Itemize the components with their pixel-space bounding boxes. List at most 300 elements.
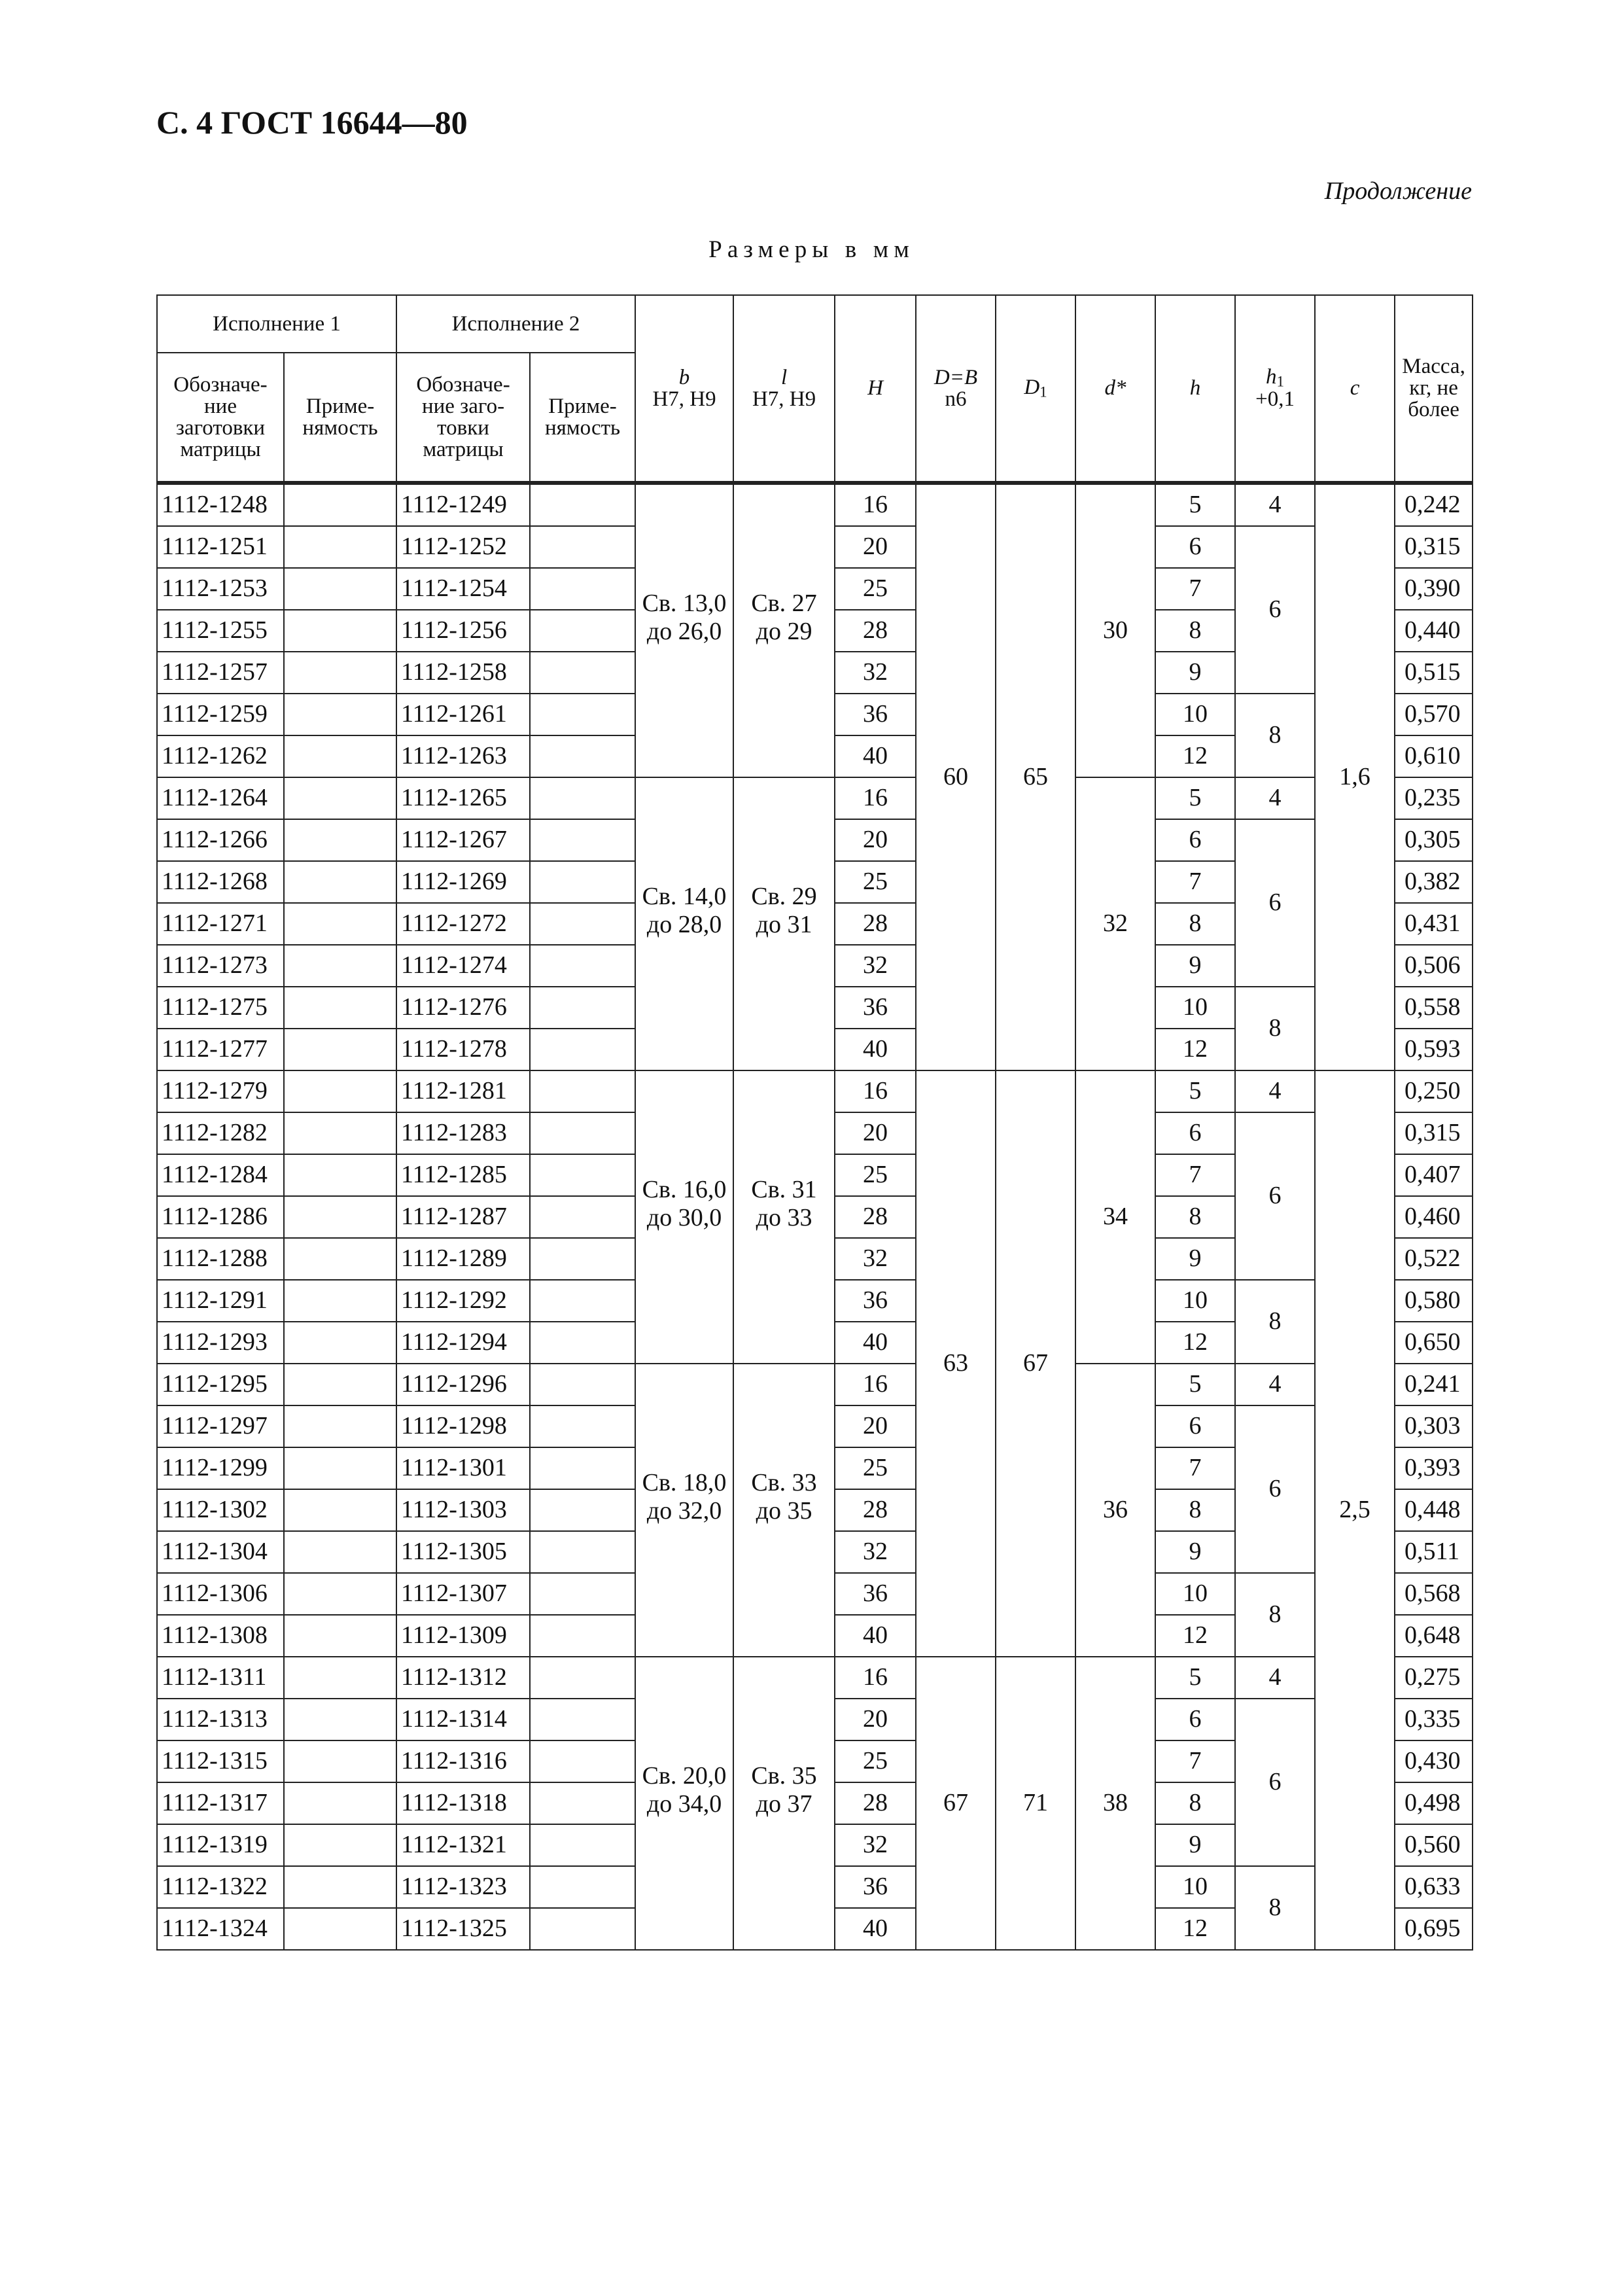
cell-use-2 (530, 1615, 635, 1657)
cell-H: 16 (835, 483, 916, 526)
cell-use-1 (284, 1657, 396, 1699)
cell-code-2: 1112-1283 (396, 1112, 530, 1154)
cell-mass: 0,382 (1395, 861, 1473, 903)
cell-use-2 (530, 1154, 635, 1196)
cell-use-1 (284, 1531, 396, 1573)
cell-H: 40 (835, 1615, 916, 1657)
cell-code-2: 1112-1269 (396, 861, 530, 903)
cell-use-1 (284, 987, 396, 1029)
cell-code-1: 1112-1255 (157, 610, 284, 652)
cell-code-2: 1112-1307 (396, 1573, 530, 1615)
cell-code-1: 1112-1257 (157, 652, 284, 694)
cell-use-1 (284, 819, 396, 861)
cell-use-1 (284, 1866, 396, 1908)
cell-mass: 0,460 (1395, 1196, 1473, 1238)
cell-use-2 (530, 1112, 635, 1154)
cell-use-1 (284, 1573, 396, 1615)
cell-h: 10 (1155, 987, 1235, 1029)
header-version-2: Исполнение 2 (396, 295, 635, 353)
cell-use-1 (284, 1447, 396, 1489)
cell-mass: 0,440 (1395, 610, 1473, 652)
cell-mass: 0,242 (1395, 483, 1473, 526)
cell-code-2: 1112-1292 (396, 1280, 530, 1322)
cell-use-1 (284, 694, 396, 735)
cell-b-range: Св. 18,0 до 32,0 (635, 1364, 733, 1657)
cell-H: 32 (835, 1531, 916, 1573)
cell-h: 5 (1155, 1070, 1235, 1112)
cell-code-1: 1112-1304 (157, 1531, 284, 1573)
cell-code-2: 1112-1267 (396, 819, 530, 861)
cell-use-1 (284, 483, 396, 526)
cell-code-2: 1112-1258 (396, 652, 530, 694)
cell-use-1 (284, 1196, 396, 1238)
cell-code-2: 1112-1296 (396, 1364, 530, 1405)
cell-code-1: 1112-1313 (157, 1699, 284, 1740)
cell-use-2 (530, 1824, 635, 1866)
header-h: h (1155, 295, 1235, 483)
cell-h: 12 (1155, 1615, 1235, 1657)
header-mass: Масса, кг, не более (1395, 295, 1473, 483)
cell-code-2: 1112-1272 (396, 903, 530, 945)
cell-l-range: Св. 35 до 37 (733, 1657, 835, 1950)
cell-code-2: 1112-1285 (396, 1154, 530, 1196)
table-body (157, 483, 1473, 1950)
cell-use-2 (530, 1280, 635, 1322)
cell-use-2 (530, 1782, 635, 1824)
cell-code-2: 1112-1287 (396, 1196, 530, 1238)
cell-use-2 (530, 1489, 635, 1531)
cell-c: 1,6 (1315, 483, 1395, 1070)
cell-use-1 (284, 1238, 396, 1280)
cell-code-2: 1112-1318 (396, 1782, 530, 1824)
cell-mass: 0,515 (1395, 652, 1473, 694)
cell-code-2: 1112-1314 (396, 1699, 530, 1740)
cell-h: 6 (1155, 1699, 1235, 1740)
cell-h1: 8 (1235, 1866, 1315, 1950)
cell-use-2 (530, 1740, 635, 1782)
cell-mass: 0,250 (1395, 1070, 1473, 1112)
cell-l-range: Св. 31 до 33 (733, 1070, 835, 1364)
cell-H: 32 (835, 945, 916, 987)
cell-use-2 (530, 1364, 635, 1405)
cell-b-range: Св. 13,0 до 26,0 (635, 483, 733, 777)
cell-H: 32 (835, 1824, 916, 1866)
cell-code-1: 1112-1275 (157, 987, 284, 1029)
cell-use-1 (284, 903, 396, 945)
cell-d: 34 (1075, 1070, 1155, 1364)
cell-use-2 (530, 483, 635, 526)
cell-use-2 (530, 777, 635, 819)
cell-use-2 (530, 945, 635, 987)
cell-mass: 0,506 (1395, 945, 1473, 987)
cell-DB: 67 (916, 1657, 996, 1950)
cell-code-1: 1112-1291 (157, 1280, 284, 1322)
cell-code-2: 1112-1294 (396, 1322, 530, 1364)
cell-H: 16 (835, 1657, 916, 1699)
cell-H: 25 (835, 861, 916, 903)
cell-use-1 (284, 610, 396, 652)
cell-use-2 (530, 1447, 635, 1489)
cell-H: 28 (835, 1782, 916, 1824)
cell-mass: 0,315 (1395, 526, 1473, 568)
cell-D1: 67 (996, 1070, 1075, 1657)
cell-h1: 6 (1235, 1112, 1315, 1280)
cell-code-1: 1112-1324 (157, 1908, 284, 1950)
cell-h: 8 (1155, 1489, 1235, 1531)
cell-H: 36 (835, 694, 916, 735)
cell-l-range: Св. 27 до 29 (733, 483, 835, 777)
cell-mass: 0,431 (1395, 903, 1473, 945)
cell-mass: 0,241 (1395, 1364, 1473, 1405)
cell-mass: 0,695 (1395, 1908, 1473, 1950)
cell-use-1 (284, 1112, 396, 1154)
cell-h1: 4 (1235, 1364, 1315, 1405)
cell-h: 6 (1155, 526, 1235, 568)
table-row (157, 1364, 1473, 1405)
continuation-label: Продолжение (1324, 177, 1472, 205)
cell-use-2 (530, 1405, 635, 1447)
header-version-1: Исполнение 1 (157, 295, 396, 353)
cell-h: 10 (1155, 1280, 1235, 1322)
cell-use-2 (530, 1070, 635, 1112)
cell-H: 25 (835, 1740, 916, 1782)
cell-h1: 6 (1235, 1405, 1315, 1573)
table-row (157, 777, 1473, 819)
cell-h: 8 (1155, 1782, 1235, 1824)
cell-code-1: 1112-1248 (157, 483, 284, 526)
cell-h: 10 (1155, 1866, 1235, 1908)
cell-H: 25 (835, 1447, 916, 1489)
cell-h: 7 (1155, 568, 1235, 610)
cell-mass: 0,407 (1395, 1154, 1473, 1196)
cell-h1: 4 (1235, 1070, 1315, 1112)
cell-h1: 8 (1235, 694, 1315, 777)
cell-mass: 0,303 (1395, 1405, 1473, 1447)
cell-H: 16 (835, 1070, 916, 1112)
cell-mass: 0,275 (1395, 1657, 1473, 1699)
cell-H: 40 (835, 735, 916, 777)
cell-use-1 (284, 1824, 396, 1866)
cell-code-2: 1112-1252 (396, 526, 530, 568)
cell-H: 20 (835, 1699, 916, 1740)
cell-use-1 (284, 1740, 396, 1782)
cell-use-2 (530, 1908, 635, 1950)
cell-h1: 8 (1235, 1280, 1315, 1364)
cell-H: 20 (835, 1405, 916, 1447)
cell-h: 12 (1155, 1908, 1235, 1950)
cell-mass: 0,633 (1395, 1866, 1473, 1908)
cell-code-2: 1112-1263 (396, 735, 530, 777)
cell-code-1: 1112-1297 (157, 1405, 284, 1447)
table-row (157, 1070, 1473, 1112)
header-D1: $D_1$ (996, 295, 1075, 483)
cell-code-2: 1112-1298 (396, 1405, 530, 1447)
cell-use-2 (530, 1699, 635, 1740)
cell-use-1 (284, 1405, 396, 1447)
header-g1-code: Обозначе- ние заготовки матрицы (157, 353, 284, 483)
cell-code-1: 1112-1279 (157, 1070, 284, 1112)
header-DB: D=B n6 (916, 295, 996, 483)
cell-b-range: Св. 16,0 до 30,0 (635, 1070, 733, 1364)
cell-code-1: 1112-1266 (157, 819, 284, 861)
dimensions-table (156, 294, 1473, 1951)
cell-h: 6 (1155, 1405, 1235, 1447)
cell-code-1: 1112-1302 (157, 1489, 284, 1531)
header-g1-use: Приме- нямость (284, 353, 396, 483)
cell-code-2: 1112-1265 (396, 777, 530, 819)
cell-mass: 0,430 (1395, 1740, 1473, 1782)
cell-H: 20 (835, 1112, 916, 1154)
cell-use-2 (530, 1029, 635, 1070)
cell-H: 40 (835, 1029, 916, 1070)
cell-mass: 0,335 (1395, 1699, 1473, 1740)
cell-code-1: 1112-1273 (157, 945, 284, 987)
cell-code-2: 1112-1309 (396, 1615, 530, 1657)
cell-use-2 (530, 1196, 635, 1238)
cell-h: 9 (1155, 945, 1235, 987)
cell-use-1 (284, 861, 396, 903)
cell-h: 9 (1155, 652, 1235, 694)
cell-h: 5 (1155, 1657, 1235, 1699)
cell-H: 25 (835, 1154, 916, 1196)
header-H: H (835, 295, 916, 483)
cell-code-2: 1112-1312 (396, 1657, 530, 1699)
cell-h1: 6 (1235, 819, 1315, 987)
cell-h: 5 (1155, 777, 1235, 819)
cell-H: 28 (835, 1489, 916, 1531)
cell-mass: 0,235 (1395, 777, 1473, 819)
cell-code-2: 1112-1301 (396, 1447, 530, 1489)
cell-h: 12 (1155, 1322, 1235, 1364)
cell-use-1 (284, 1070, 396, 1112)
cell-H: 36 (835, 987, 916, 1029)
cell-use-1 (284, 1489, 396, 1531)
cell-h1: 4 (1235, 777, 1315, 819)
cell-use-1 (284, 1154, 396, 1196)
cell-code-2: 1112-1254 (396, 568, 530, 610)
cell-H: 40 (835, 1908, 916, 1950)
cell-H: 25 (835, 568, 916, 610)
cell-mass: 0,570 (1395, 694, 1473, 735)
cell-l-range: Св. 29 до 31 (733, 777, 835, 1070)
cell-h: 9 (1155, 1531, 1235, 1573)
header-l: l H7, H9 (733, 295, 835, 483)
cell-h: 5 (1155, 483, 1235, 526)
cell-code-2: 1112-1325 (396, 1908, 530, 1950)
cell-d: 36 (1075, 1364, 1155, 1657)
cell-use-1 (284, 735, 396, 777)
header-g2-code: Обозначе- ние заго- товки матрицы (396, 353, 530, 483)
cell-code-1: 1112-1311 (157, 1657, 284, 1699)
cell-use-2 (530, 610, 635, 652)
cell-mass: 0,568 (1395, 1573, 1473, 1615)
cell-h1: 4 (1235, 1657, 1315, 1699)
cell-code-1: 1112-1259 (157, 694, 284, 735)
cell-code-1: 1112-1271 (157, 903, 284, 945)
cell-h: 5 (1155, 1364, 1235, 1405)
cell-mass: 0,650 (1395, 1322, 1473, 1364)
cell-use-2 (530, 1238, 635, 1280)
cell-use-2 (530, 987, 635, 1029)
header-g2-use: Приме- нямость (530, 353, 635, 483)
cell-code-2: 1112-1261 (396, 694, 530, 735)
cell-code-1: 1112-1262 (157, 735, 284, 777)
cell-mass: 0,522 (1395, 1238, 1473, 1280)
cell-code-1: 1112-1268 (157, 861, 284, 903)
cell-h: 7 (1155, 861, 1235, 903)
cell-code-1: 1112-1315 (157, 1740, 284, 1782)
cell-code-1: 1112-1319 (157, 1824, 284, 1866)
cell-mass: 0,305 (1395, 819, 1473, 861)
cell-h: 9 (1155, 1238, 1235, 1280)
cell-code-2: 1112-1256 (396, 610, 530, 652)
cell-mass: 0,580 (1395, 1280, 1473, 1322)
cell-H: 36 (835, 1866, 916, 1908)
cell-use-2 (530, 1531, 635, 1573)
cell-c: 2,5 (1315, 1070, 1395, 1950)
cell-code-1: 1112-1282 (157, 1112, 284, 1154)
cell-mass: 0,558 (1395, 987, 1473, 1029)
header-b: b H7, H9 (635, 295, 733, 483)
cell-code-1: 1112-1277 (157, 1029, 284, 1070)
header-d: d* (1075, 295, 1155, 483)
cell-mass: 0,648 (1395, 1615, 1473, 1657)
cell-h: 7 (1155, 1154, 1235, 1196)
cell-use-2 (530, 1657, 635, 1699)
cell-h: 10 (1155, 694, 1235, 735)
cell-d: 32 (1075, 777, 1155, 1070)
cell-code-1: 1112-1299 (157, 1447, 284, 1489)
cell-D1: 71 (996, 1657, 1075, 1950)
cell-H: 36 (835, 1573, 916, 1615)
cell-h: 6 (1155, 1112, 1235, 1154)
cell-use-1 (284, 1615, 396, 1657)
cell-use-2 (530, 1866, 635, 1908)
cell-code-1: 1112-1251 (157, 526, 284, 568)
cell-use-2 (530, 694, 635, 735)
cell-H: 28 (835, 610, 916, 652)
cell-H: 36 (835, 1280, 916, 1322)
table-row (157, 483, 1473, 526)
header-c: c (1315, 295, 1395, 483)
cell-use-1 (284, 1322, 396, 1364)
cell-mass: 0,498 (1395, 1782, 1473, 1824)
cell-h: 12 (1155, 735, 1235, 777)
cell-use-1 (284, 652, 396, 694)
cell-H: 40 (835, 1322, 916, 1364)
cell-h1: 4 (1235, 483, 1315, 526)
cell-code-2: 1112-1321 (396, 1824, 530, 1866)
cell-mass: 0,393 (1395, 1447, 1473, 1489)
cell-mass: 0,315 (1395, 1112, 1473, 1154)
units-caption: Размеры в мм (708, 236, 915, 263)
cell-code-1: 1112-1317 (157, 1782, 284, 1824)
cell-H: 20 (835, 526, 916, 568)
cell-use-2 (530, 1573, 635, 1615)
cell-mass: 0,560 (1395, 1824, 1473, 1866)
cell-H: 28 (835, 1196, 916, 1238)
cell-h: 8 (1155, 610, 1235, 652)
cell-use-1 (284, 526, 396, 568)
cell-h: 8 (1155, 1196, 1235, 1238)
cell-use-2 (530, 819, 635, 861)
cell-H: 20 (835, 819, 916, 861)
cell-l-range: Св. 33 до 35 (733, 1364, 835, 1657)
cell-code-1: 1112-1293 (157, 1322, 284, 1364)
cell-use-2 (530, 1322, 635, 1364)
cell-code-1: 1112-1288 (157, 1238, 284, 1280)
table-row (157, 1657, 1473, 1699)
cell-code-1: 1112-1264 (157, 777, 284, 819)
cell-use-1 (284, 777, 396, 819)
cell-use-1 (284, 1280, 396, 1322)
cell-code-2: 1112-1278 (396, 1029, 530, 1070)
cell-d: 38 (1075, 1657, 1155, 1950)
cell-use-2 (530, 568, 635, 610)
cell-h1: 6 (1235, 1699, 1315, 1866)
cell-H: 32 (835, 1238, 916, 1280)
cell-use-1 (284, 945, 396, 987)
cell-use-1 (284, 1699, 396, 1740)
cell-use-1 (284, 1782, 396, 1824)
cell-code-2: 1112-1323 (396, 1866, 530, 1908)
cell-h: 9 (1155, 1824, 1235, 1866)
cell-h: 12 (1155, 1029, 1235, 1070)
cell-use-2 (530, 903, 635, 945)
cell-use-1 (284, 568, 396, 610)
cell-code-2: 1112-1281 (396, 1070, 530, 1112)
cell-code-1: 1112-1284 (157, 1154, 284, 1196)
cell-code-2: 1112-1276 (396, 987, 530, 1029)
cell-code-2: 1112-1249 (396, 483, 530, 526)
cell-h: 8 (1155, 903, 1235, 945)
cell-mass: 0,448 (1395, 1489, 1473, 1531)
cell-H: 32 (835, 652, 916, 694)
cell-H: 28 (835, 903, 916, 945)
cell-mass: 0,593 (1395, 1029, 1473, 1070)
page-header: С. 4 ГОСТ 16644—80 (156, 104, 468, 141)
cell-code-1: 1112-1253 (157, 568, 284, 610)
cell-H: 16 (835, 777, 916, 819)
cell-DB: 60 (916, 483, 996, 1070)
cell-h1: 8 (1235, 987, 1315, 1070)
cell-d: 30 (1075, 483, 1155, 777)
cell-code-1: 1112-1295 (157, 1364, 284, 1405)
cell-h: 7 (1155, 1447, 1235, 1489)
cell-code-1: 1112-1322 (157, 1866, 284, 1908)
cell-use-1 (284, 1908, 396, 1950)
cell-use-2 (530, 861, 635, 903)
cell-code-1: 1112-1286 (157, 1196, 284, 1238)
cell-mass: 0,610 (1395, 735, 1473, 777)
cell-h1: 6 (1235, 526, 1315, 694)
cell-h: 6 (1155, 819, 1235, 861)
cell-mass: 0,511 (1395, 1531, 1473, 1573)
cell-b-range: Св. 20,0 до 34,0 (635, 1657, 733, 1950)
cell-code-2: 1112-1274 (396, 945, 530, 987)
cell-code-2: 1112-1316 (396, 1740, 530, 1782)
cell-code-1: 1112-1308 (157, 1615, 284, 1657)
cell-use-1 (284, 1029, 396, 1070)
cell-H: 16 (835, 1364, 916, 1405)
cell-code-1: 1112-1306 (157, 1573, 284, 1615)
cell-code-2: 1112-1303 (396, 1489, 530, 1531)
cell-D1: 65 (996, 483, 1075, 1070)
cell-mass: 0,390 (1395, 568, 1473, 610)
cell-h: 7 (1155, 1740, 1235, 1782)
cell-b-range: Св. 14,0 до 28,0 (635, 777, 733, 1070)
cell-h: 10 (1155, 1573, 1235, 1615)
